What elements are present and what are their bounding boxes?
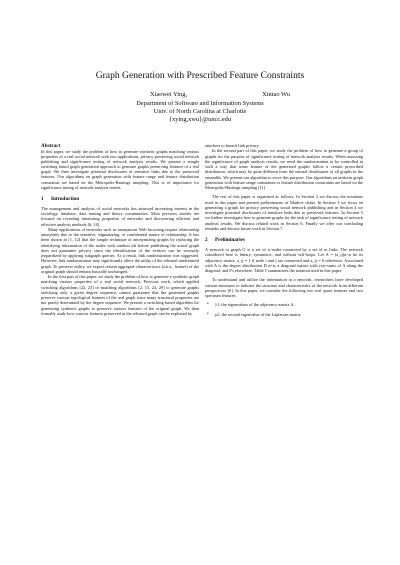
paragraph: A network or graph G is a set of n nodes connected by a set of m links. The network considered here is binary, symmetric, and without self-loops. Let A = (a_ij)n×n be its adjacency matrix, a_ij = 1 if node i and j are connected and a_ij = 0 otherwise. Associated with A is the degree distribution D n×n, a diagonal matrix with row-sums of A along the diagonal, and 0's elsewhere. Table 1 summarizes the notation used in this paper.	[205, 247, 363, 273]
left-column	[41, 143, 199, 316]
affiliation-department: Department of Software and Information Systems	[136, 100, 264, 107]
section-number: 2	[205, 237, 208, 243]
paper-title: Graph Generation with Prescribed Feature Constraints	[95, 70, 305, 81]
paragraph: The management and analysis of social networks has attracted increasing interest in the sociology, database, data mining and theory communities. Most previous studies are focused on revealing interesting properties of networks and discovering efficient and effective analysis methods [6, 14].	[41, 205, 199, 227]
paragraph: The rest of this paper is organized as follows. In Section 2 we discuss the notations used in this paper and present preliminaries of Markov chain. In Section 3 we focus on generating a graph for privacy preserving social network publishing and in Section 4 we investigate potential disclosures of sensitive links due to preserved features. In Section 5 we further investigate how to generate graphs for the task of significance testing of network analysis results. We discuss related work in Section 6. Finally we offer our concluding remarks and discuss future work in Section 7.	[205, 194, 363, 231]
paragraph: attackers to breach link privacy.	[205, 143, 260, 148]
list-item: • λ1, the eigenvalues of the adjacency matrix A.	[205, 302, 363, 307]
section-title: Introduction	[51, 195, 80, 202]
paragraph: To understand and utilize the information in a network, researchers have developed various measures to indicate the structure and characteristics of the network from different perspectives [6]. In this paper, we consider the following two real space features and two spectrum features.	[205, 277, 363, 298]
affiliation-email: {xying,xwu}@uncc.edu	[168, 116, 232, 123]
section-number: 1	[41, 195, 44, 202]
paragraph: In the second part of this paper, we study the problem of how to generate a group of graphs for the purpose of significance testing of network analysis results. When assessing the significance of graph analysis results, we need the randomization to be controlled in such a way that some feature of the generated graphs follow a certain prescribed distribution, which may be quite different from the natural distribution of all graphs in the ensemble. We present our algorithm to serve this purpose. Our algorithms on uniform graph generation with feature range constraints or feature distribution constraints are based on the Metropolis-Hastings sampling [11].	[205, 148, 363, 190]
feature-list	[205, 302, 363, 317]
paragraph: Many applications of networks such as anonymous Web browsing require relationship anonymity due to the sensitive, stigmatizing, or confidential nature of relationship. It has been shown in [1, 12] that the simple technique of anonymizing graphs by replacing the identifying information of the nodes with random ids before publishing the actual graph does not guarantee privacy since the identification of the vertices can be seriously jeopardized by applying subgraph queries. As a result, link randomization was suggested. However, link randomization may significantly affect the utility of the released randomized graph. To preserve utility, we expect certain aggregate characteristics (a.k.a., feature) of the original graph should remain basically unchanged.	[41, 226, 199, 274]
abstract-text: In this paper, we study the problem of how to generate synthetic graphs matching various properties of a real social network with two applications, privacy preserving social network publishing and significance testing of network analysis results. We present a simple switching based graph generation approach to generate graphs preserving features of a real graph. We then investigate potential disclosures of sensitive links due to the preserved features. Our algorithms on graph generation with feature range and feature distribution constraints are based on the Metropolis-Hastings sampling. This is of importance for significance testing of network analysis results.	[41, 149, 199, 190]
paragraph: In the first part of this paper, we study the problem of how to generate a synthetic graph matching various properties of a real social network. Previous work, which applied switching algorithms [22, 23] or matching algorithms [2, 15, 24, 29] to generate graphs satisfying only a given degree sequence, cannot guarantee that the generated graphs preserve various topological features of the real graph since many structural properties are not purely determined by the degree sequence. We present a switching based algorithm for generating synthetic graphs to preserve various features of the original graph. We then formally study how various features preserved in the released graph can be exploited by	[41, 274, 199, 316]
author-2: Xintao Wu	[262, 91, 290, 98]
author-1: Xiaowei Ying,	[150, 91, 188, 98]
abstract-heading: Abstract	[41, 143, 61, 149]
affiliation-university: Univ. of North Carolina at Charlotte	[153, 108, 247, 115]
list-item: • μ2, the second eigenvalue of the Laplacian matrix	[205, 312, 363, 317]
right-column	[205, 143, 363, 317]
section-title: Preliminaries	[215, 237, 245, 243]
author-list	[150, 91, 290, 98]
